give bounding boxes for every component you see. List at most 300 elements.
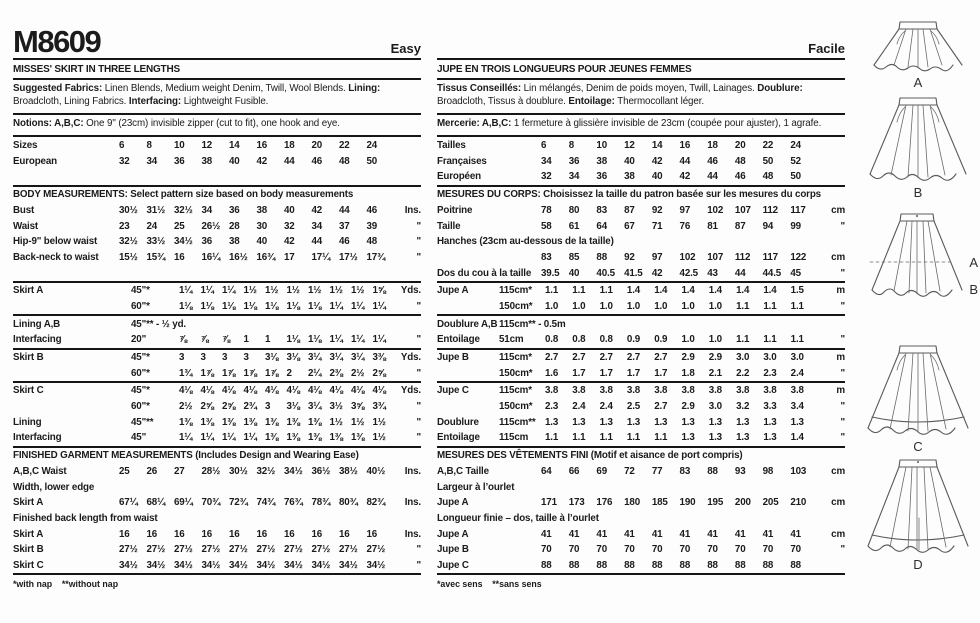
unit-label: " xyxy=(840,367,845,379)
cell-value: 16 xyxy=(366,528,378,540)
english-panel xyxy=(13,0,421,589)
table-row xyxy=(437,265,845,281)
fabric-width: 20" xyxy=(131,334,147,346)
table-row xyxy=(13,495,421,511)
cell-value: 40 xyxy=(284,204,295,216)
cell-value: 34 xyxy=(311,220,323,232)
cell-value: 1½ xyxy=(372,432,386,444)
unit-label: Ins. xyxy=(404,528,421,540)
fabric-width: 60"* xyxy=(131,300,150,312)
row-label: Interfacing xyxy=(13,334,62,346)
cell-value: 2.4 xyxy=(599,401,613,413)
cell-value: 83 xyxy=(596,204,608,216)
fabric-width: 115cm* xyxy=(499,285,532,297)
cell-value: 3.0 xyxy=(790,352,804,364)
fabric-width: 51cm xyxy=(499,334,524,346)
cell-value: 38 xyxy=(596,155,608,167)
cell-value: 107 xyxy=(734,204,751,216)
cell-value: 1⅛ xyxy=(286,334,300,346)
cell-value: 34½ xyxy=(174,559,193,571)
cell-value: 36 xyxy=(229,204,240,216)
unit-label: " xyxy=(416,236,421,248)
cell-value: 117 xyxy=(790,204,806,216)
cell-value: 1.0 xyxy=(599,300,613,312)
cell-value: 42 xyxy=(311,204,323,216)
cell-value: 3.0 xyxy=(763,352,777,364)
fabric-width: 60"* xyxy=(131,367,150,379)
cell-value: 36½ xyxy=(311,465,331,477)
cell-value: 36 xyxy=(201,236,213,248)
table-row xyxy=(437,203,845,219)
cell-value: 1⅜ xyxy=(308,432,322,444)
cell-value: 34½ xyxy=(119,559,138,571)
cell-value: 80 xyxy=(568,204,580,216)
row-label: Jupe C xyxy=(437,559,469,571)
cell-value: 1½ xyxy=(372,416,386,428)
garment-illustrations xyxy=(860,20,976,571)
cell-value: 76¾ xyxy=(284,497,303,509)
cell-value: 8 xyxy=(568,140,575,152)
cell-value: 38 xyxy=(229,236,240,248)
unit-label: cm xyxy=(831,204,846,216)
skirt-b-front-illustration xyxy=(860,96,976,199)
table-row xyxy=(13,316,421,332)
cell-value: 3¾ xyxy=(372,401,386,413)
cell-value: 67 xyxy=(624,220,635,232)
cell-value: 1.3 xyxy=(708,416,722,428)
row-label: Doublure A,B xyxy=(437,318,498,330)
cell-value: 39.5 xyxy=(541,267,560,279)
cell-value: 52 xyxy=(790,155,801,167)
cell-value: 46 xyxy=(366,204,378,216)
cell-value: 30 xyxy=(256,220,268,232)
bold-term: Notions: A,B,C: xyxy=(13,117,84,129)
cell-value: 1.4 xyxy=(708,285,722,297)
cell-value: 46 xyxy=(707,155,718,167)
unit-label: Ins. xyxy=(404,204,421,216)
cell-value: 3.3 xyxy=(763,401,777,413)
cell-value: 2.7 xyxy=(545,352,559,364)
unit-label: " xyxy=(416,432,421,444)
cell-value: 2.1 xyxy=(708,367,722,379)
table-row xyxy=(437,399,845,415)
cell-value: 3 xyxy=(243,352,249,364)
cell-value: 16¼ xyxy=(201,251,221,263)
footnote-fr: *avec sens **sans sens xyxy=(437,579,542,590)
section-header: Finished back length from waist xyxy=(13,512,158,524)
table-row xyxy=(437,138,845,154)
cell-value: 1½ xyxy=(329,416,343,428)
row-label: Skirt A xyxy=(13,497,44,509)
cell-value: 1¼ xyxy=(329,300,343,312)
cell-value: 16¾ xyxy=(256,251,276,263)
fabric-width: 115cm xyxy=(499,432,529,444)
unit-label: " xyxy=(840,300,845,312)
cell-value: 27 xyxy=(174,465,185,477)
cell-value: 3.8 xyxy=(736,385,750,397)
cell-value: 1.5 xyxy=(790,285,804,297)
unit-label: Ins. xyxy=(404,465,421,477)
table-row xyxy=(437,558,845,574)
unit-label: " xyxy=(416,220,421,232)
row-label: Jupe A xyxy=(437,497,469,509)
cell-value: 88 xyxy=(624,559,635,571)
cell-value: 2¼ xyxy=(308,367,322,379)
row-label: European xyxy=(13,155,57,167)
section-header: BODY MEASUREMENTS: Select pattern size based on body measurements xyxy=(13,189,354,201)
cell-value: 3¼ xyxy=(329,352,343,364)
cell-value: 27½ xyxy=(311,544,331,556)
skirt-b-front-drawing xyxy=(864,96,972,184)
cell-value: 27½ xyxy=(174,544,193,556)
cell-value: 46 xyxy=(339,236,350,248)
cell-value: 1⅜ xyxy=(329,432,343,444)
cell-value: 4⅛ xyxy=(329,385,343,397)
cell-value: 34½ xyxy=(256,559,276,571)
cell-value: 78¾ xyxy=(311,497,331,509)
cell-value: 44 xyxy=(679,155,691,167)
cell-value: 3.0 xyxy=(708,401,722,413)
unit-label: m xyxy=(836,285,845,297)
cell-value: 34½ xyxy=(284,559,303,571)
table-row xyxy=(13,234,421,250)
table-row xyxy=(13,464,421,480)
cell-value: 3⅛ xyxy=(286,401,300,413)
cell-value: 42 xyxy=(651,155,663,167)
row-label: Hip-9" below waist xyxy=(13,236,98,248)
cell-value: 34½ xyxy=(339,559,358,571)
table-row xyxy=(13,283,421,299)
cell-value: 4⅛ xyxy=(351,385,365,397)
cell-value: 34 xyxy=(568,171,580,183)
cell-value: 67¼ xyxy=(119,497,138,509)
cell-value: 1.3 xyxy=(681,416,695,428)
table-row xyxy=(13,203,421,219)
cell-value: 70 xyxy=(651,544,663,556)
cell-value: 1⅞ xyxy=(222,367,236,379)
cell-value: 1⅛ xyxy=(308,300,322,312)
cell-value: 3.8 xyxy=(763,385,777,397)
cell-value: 42 xyxy=(256,155,268,167)
cell-value: 2⅝ xyxy=(200,401,214,413)
cell-value: 1¼ xyxy=(200,285,214,297)
row-label: Jupe B xyxy=(437,544,469,556)
cell-value: 40 xyxy=(229,155,240,167)
cell-value: 24 xyxy=(146,220,158,232)
cell-value: 14 xyxy=(651,140,663,152)
row-label: Entoilage xyxy=(437,334,480,346)
cell-value: 0.8 xyxy=(572,334,586,346)
cell-value: 2.5 xyxy=(626,401,641,413)
cell-value: 2.4 xyxy=(572,401,586,413)
unit-label: " xyxy=(416,544,421,556)
masthead-english xyxy=(13,10,421,60)
cell-value: 3¼ xyxy=(308,401,322,413)
cell-value: 27½ xyxy=(339,544,358,556)
row-label: A,B,C Waist xyxy=(13,465,67,477)
cell-value: 0.9 xyxy=(626,334,641,346)
cell-value: 32½ xyxy=(119,236,138,248)
cell-value: 4⅛ xyxy=(308,385,322,397)
unit-label: " xyxy=(416,251,421,263)
title-french: JUPE EN TROIS LONGUEURS POUR JEUNES FEMMES xyxy=(437,60,845,80)
cell-value: 1.3 xyxy=(763,416,777,428)
table-row xyxy=(13,332,421,348)
cell-value: 42 xyxy=(679,171,691,183)
cell-value: 34 xyxy=(541,155,552,167)
row-label: Doublure xyxy=(437,416,479,428)
cell-value: 1⅛ xyxy=(286,300,300,312)
cell-value: 36 xyxy=(568,155,580,167)
skirt-ab-back-illustration xyxy=(860,212,976,298)
cell-value: 16 xyxy=(256,140,268,152)
cell-value: 1½ xyxy=(308,285,322,297)
cell-value: 40½ xyxy=(366,465,386,477)
fabric-width: 45" xyxy=(131,432,147,444)
cell-value: 17½ xyxy=(339,251,358,263)
cell-value: 1.3 xyxy=(708,432,722,444)
row-label: Lining xyxy=(13,416,42,428)
cell-value: 102 xyxy=(707,204,724,216)
cell-value: 3.8 xyxy=(681,385,695,397)
bold-term: Interfacing: xyxy=(128,95,182,107)
cell-value: 1½ xyxy=(351,416,365,428)
cell-value: 2½ xyxy=(179,401,193,413)
cell-value: 16 xyxy=(201,528,213,540)
cell-value: 48 xyxy=(366,236,378,248)
cell-value: 1.1 xyxy=(790,334,804,346)
cell-value: 36 xyxy=(174,155,185,167)
table-row xyxy=(437,153,845,169)
cell-value: 16 xyxy=(229,528,240,540)
fabric-width: 45"** xyxy=(131,416,154,428)
cell-value: 1⅜ xyxy=(351,432,365,444)
row-label: Sizes xyxy=(13,140,38,152)
cell-value: 2.9 xyxy=(708,352,722,364)
cell-value: 2½ xyxy=(351,367,365,379)
cell-value: 1.3 xyxy=(654,416,668,428)
cell-value: 1.7 xyxy=(599,367,613,379)
row-label: Waist xyxy=(13,220,39,232)
cell-value: 1¼ xyxy=(179,432,193,444)
table-row xyxy=(13,250,421,266)
cell-value: 1.0 xyxy=(681,300,695,312)
cell-value: 107 xyxy=(707,251,724,263)
fabric-width: 150cm* xyxy=(499,367,533,379)
cell-value: 41 xyxy=(568,528,580,540)
cell-value: 22 xyxy=(339,140,350,152)
cell-value: 33½ xyxy=(146,236,166,248)
cell-value: 3⅜ xyxy=(372,352,386,364)
cell-value: 16 xyxy=(174,251,185,263)
cell-value: 3.8 xyxy=(599,385,613,397)
cell-value: 70 xyxy=(734,544,746,556)
cell-value: 1.1 xyxy=(572,285,586,297)
fabric-width: 45"* xyxy=(131,352,150,364)
table-row xyxy=(13,542,421,558)
cell-value: 4⅛ xyxy=(286,385,300,397)
cell-value: 1.1 xyxy=(790,300,804,312)
fabrics-paragraph-fr: Tissus Conseillés: Lin mélangés, Denim de poids moyen, Twill, Lainages. Doublure: Broadcloth, Tissus à doublure. Entoilage: Thermocollant léger. xyxy=(437,80,845,115)
cell-value: 3.0 xyxy=(736,352,750,364)
table-row xyxy=(13,365,421,381)
table-row xyxy=(437,250,845,266)
unit-label: " xyxy=(840,432,845,444)
cell-value: 42.5 xyxy=(679,267,698,279)
cell-value: 1.1 xyxy=(654,432,668,444)
table-row xyxy=(13,138,421,154)
cell-value: 2.7 xyxy=(599,352,613,364)
row-label: Taille xyxy=(437,220,461,232)
cell-value: 3.8 xyxy=(572,385,586,397)
cell-value: 88 xyxy=(596,251,608,263)
row-label: Françaises xyxy=(437,155,487,167)
cell-value: 44 xyxy=(284,155,295,167)
cell-value: 2 xyxy=(286,367,292,379)
cell-value: 88 xyxy=(596,559,608,571)
cell-value: 28½ xyxy=(201,465,221,477)
cell-value: 3.2 xyxy=(736,401,750,413)
cell-value: 26½ xyxy=(201,220,221,232)
unit-label: " xyxy=(416,334,421,346)
cell-value: 40 xyxy=(651,171,663,183)
cell-value: 1⅞ xyxy=(243,367,257,379)
cell-value: 46 xyxy=(311,155,323,167)
cell-value: 1¼ xyxy=(372,334,386,346)
cell-value: 64 xyxy=(541,465,552,477)
skirt-a-front-illustration xyxy=(860,20,976,89)
cell-value: 22 xyxy=(762,140,774,152)
cell-value: 32 xyxy=(284,220,295,232)
section-header: Longueur finie – dos, taille à l’ourlet xyxy=(437,512,599,524)
cell-value: 1.1 xyxy=(545,432,559,444)
cell-value: 70¾ xyxy=(201,497,221,509)
notions-paragraph-fr: Mercerie: A,B,C: 1 fermeture à glissière invisible de 23cm (coupée pour ajuster), 1 agrafe. xyxy=(437,115,845,137)
unit-label: cm xyxy=(831,528,846,540)
cell-value: 103 xyxy=(790,465,807,477)
cell-value: 1.1 xyxy=(599,432,613,444)
cell-value: 0.8 xyxy=(599,334,613,346)
cell-value: 58 xyxy=(541,220,552,232)
cell-value: 70 xyxy=(762,544,774,556)
table-row xyxy=(13,299,421,315)
cell-value: 210 xyxy=(790,497,807,509)
cell-value: 18 xyxy=(284,140,295,152)
cell-value: 1.4 xyxy=(626,285,641,297)
row-label: Back-neck to waist xyxy=(13,251,99,263)
cell-value: 4⅛ xyxy=(200,385,214,397)
fabric-width: 45"* xyxy=(131,385,150,397)
cell-value: 122 xyxy=(790,251,807,263)
unit-label: " xyxy=(416,416,421,428)
cell-value: 40 xyxy=(568,267,580,279)
row-label: Bust xyxy=(13,204,35,216)
bold-term: Doublure: xyxy=(757,83,803,94)
cell-value: 34½ xyxy=(174,236,193,248)
cell-value: 78 xyxy=(541,204,552,216)
cell-value: 24 xyxy=(790,140,801,152)
unit-label: m xyxy=(836,385,845,397)
cell-value: 1.7 xyxy=(654,367,668,379)
cell-value: 40 xyxy=(256,236,268,248)
table-row xyxy=(437,526,845,542)
cell-value: 16½ xyxy=(229,251,248,263)
cell-value: 16 xyxy=(119,528,130,540)
cell-value: 200 xyxy=(734,497,751,509)
cell-value: 3¼ xyxy=(308,352,322,364)
cell-value: 44 xyxy=(734,267,746,279)
cell-value: 1.4 xyxy=(736,285,750,297)
cell-value: 1.1 xyxy=(545,285,559,297)
section-header: Largeur à l’ourlet xyxy=(437,481,515,493)
cell-value: 1½ xyxy=(351,285,365,297)
unit-label: " xyxy=(416,401,421,413)
size-tables-fr xyxy=(437,137,845,576)
cell-value: 1⅞ xyxy=(265,367,279,379)
cell-value: 34½ xyxy=(284,465,303,477)
cell-value: 1⅛ xyxy=(200,300,214,312)
cell-value: 1.4 xyxy=(654,285,668,297)
cell-value: 2.2 xyxy=(736,367,750,379)
cell-value: 88 xyxy=(679,559,691,571)
cell-value: 85 xyxy=(568,251,580,263)
cell-value: 3.8 xyxy=(545,385,559,397)
unit-label: cm xyxy=(831,497,846,509)
cell-value: 74¾ xyxy=(256,497,276,509)
cell-value: 20 xyxy=(734,140,746,152)
cell-value: 1.3 xyxy=(736,432,750,444)
cell-value: 61 xyxy=(568,220,580,232)
cell-value: 26 xyxy=(146,465,158,477)
unit-label: Yds. xyxy=(400,352,421,364)
cell-value: 2.4 xyxy=(790,367,804,379)
fabric-width: 150cm* xyxy=(499,300,533,312)
notions-paragraph-en: Notions: A,B,C: One 9" (23cm) invisible zipper (cut to fit), one hook and eye. xyxy=(13,115,421,137)
cell-value: 88 xyxy=(651,559,663,571)
cell-value: 40 xyxy=(624,155,635,167)
cell-value: 41 xyxy=(734,528,746,540)
bold-term: Lining: xyxy=(348,83,381,94)
cell-value: 77 xyxy=(651,465,663,477)
cell-value: 1¼ xyxy=(222,285,236,297)
fabric-width: 115cm** xyxy=(499,416,536,428)
table-row xyxy=(437,218,845,234)
unit-label: " xyxy=(840,267,846,279)
cell-value: ⅞ xyxy=(179,334,188,346)
view-label-c: C xyxy=(913,439,923,454)
cell-value: 42 xyxy=(651,267,663,279)
cell-value: 3 xyxy=(265,401,271,413)
cell-value: 2.7 xyxy=(626,352,641,364)
unit-label: " xyxy=(840,334,845,346)
cell-value: 2.3 xyxy=(545,401,559,413)
size-tables-en xyxy=(13,137,421,576)
cell-value: 3.4 xyxy=(790,401,804,413)
cell-value: 1½ xyxy=(243,285,257,297)
cell-value: 16 xyxy=(284,528,295,540)
cell-value: 3½ xyxy=(329,401,343,413)
table-row xyxy=(437,332,845,348)
skirt-c-front-illustration xyxy=(860,344,976,453)
cell-value: 66 xyxy=(568,465,580,477)
row-label: Dos du cou à la taille xyxy=(437,267,532,279)
cell-value: 6 xyxy=(119,140,125,152)
cell-value: 87 xyxy=(624,204,635,216)
masthead-french xyxy=(437,10,845,60)
cell-value: 1¼ xyxy=(200,432,214,444)
cell-value: 27½ xyxy=(284,544,303,556)
bold-term: Entoilage: xyxy=(568,95,615,107)
